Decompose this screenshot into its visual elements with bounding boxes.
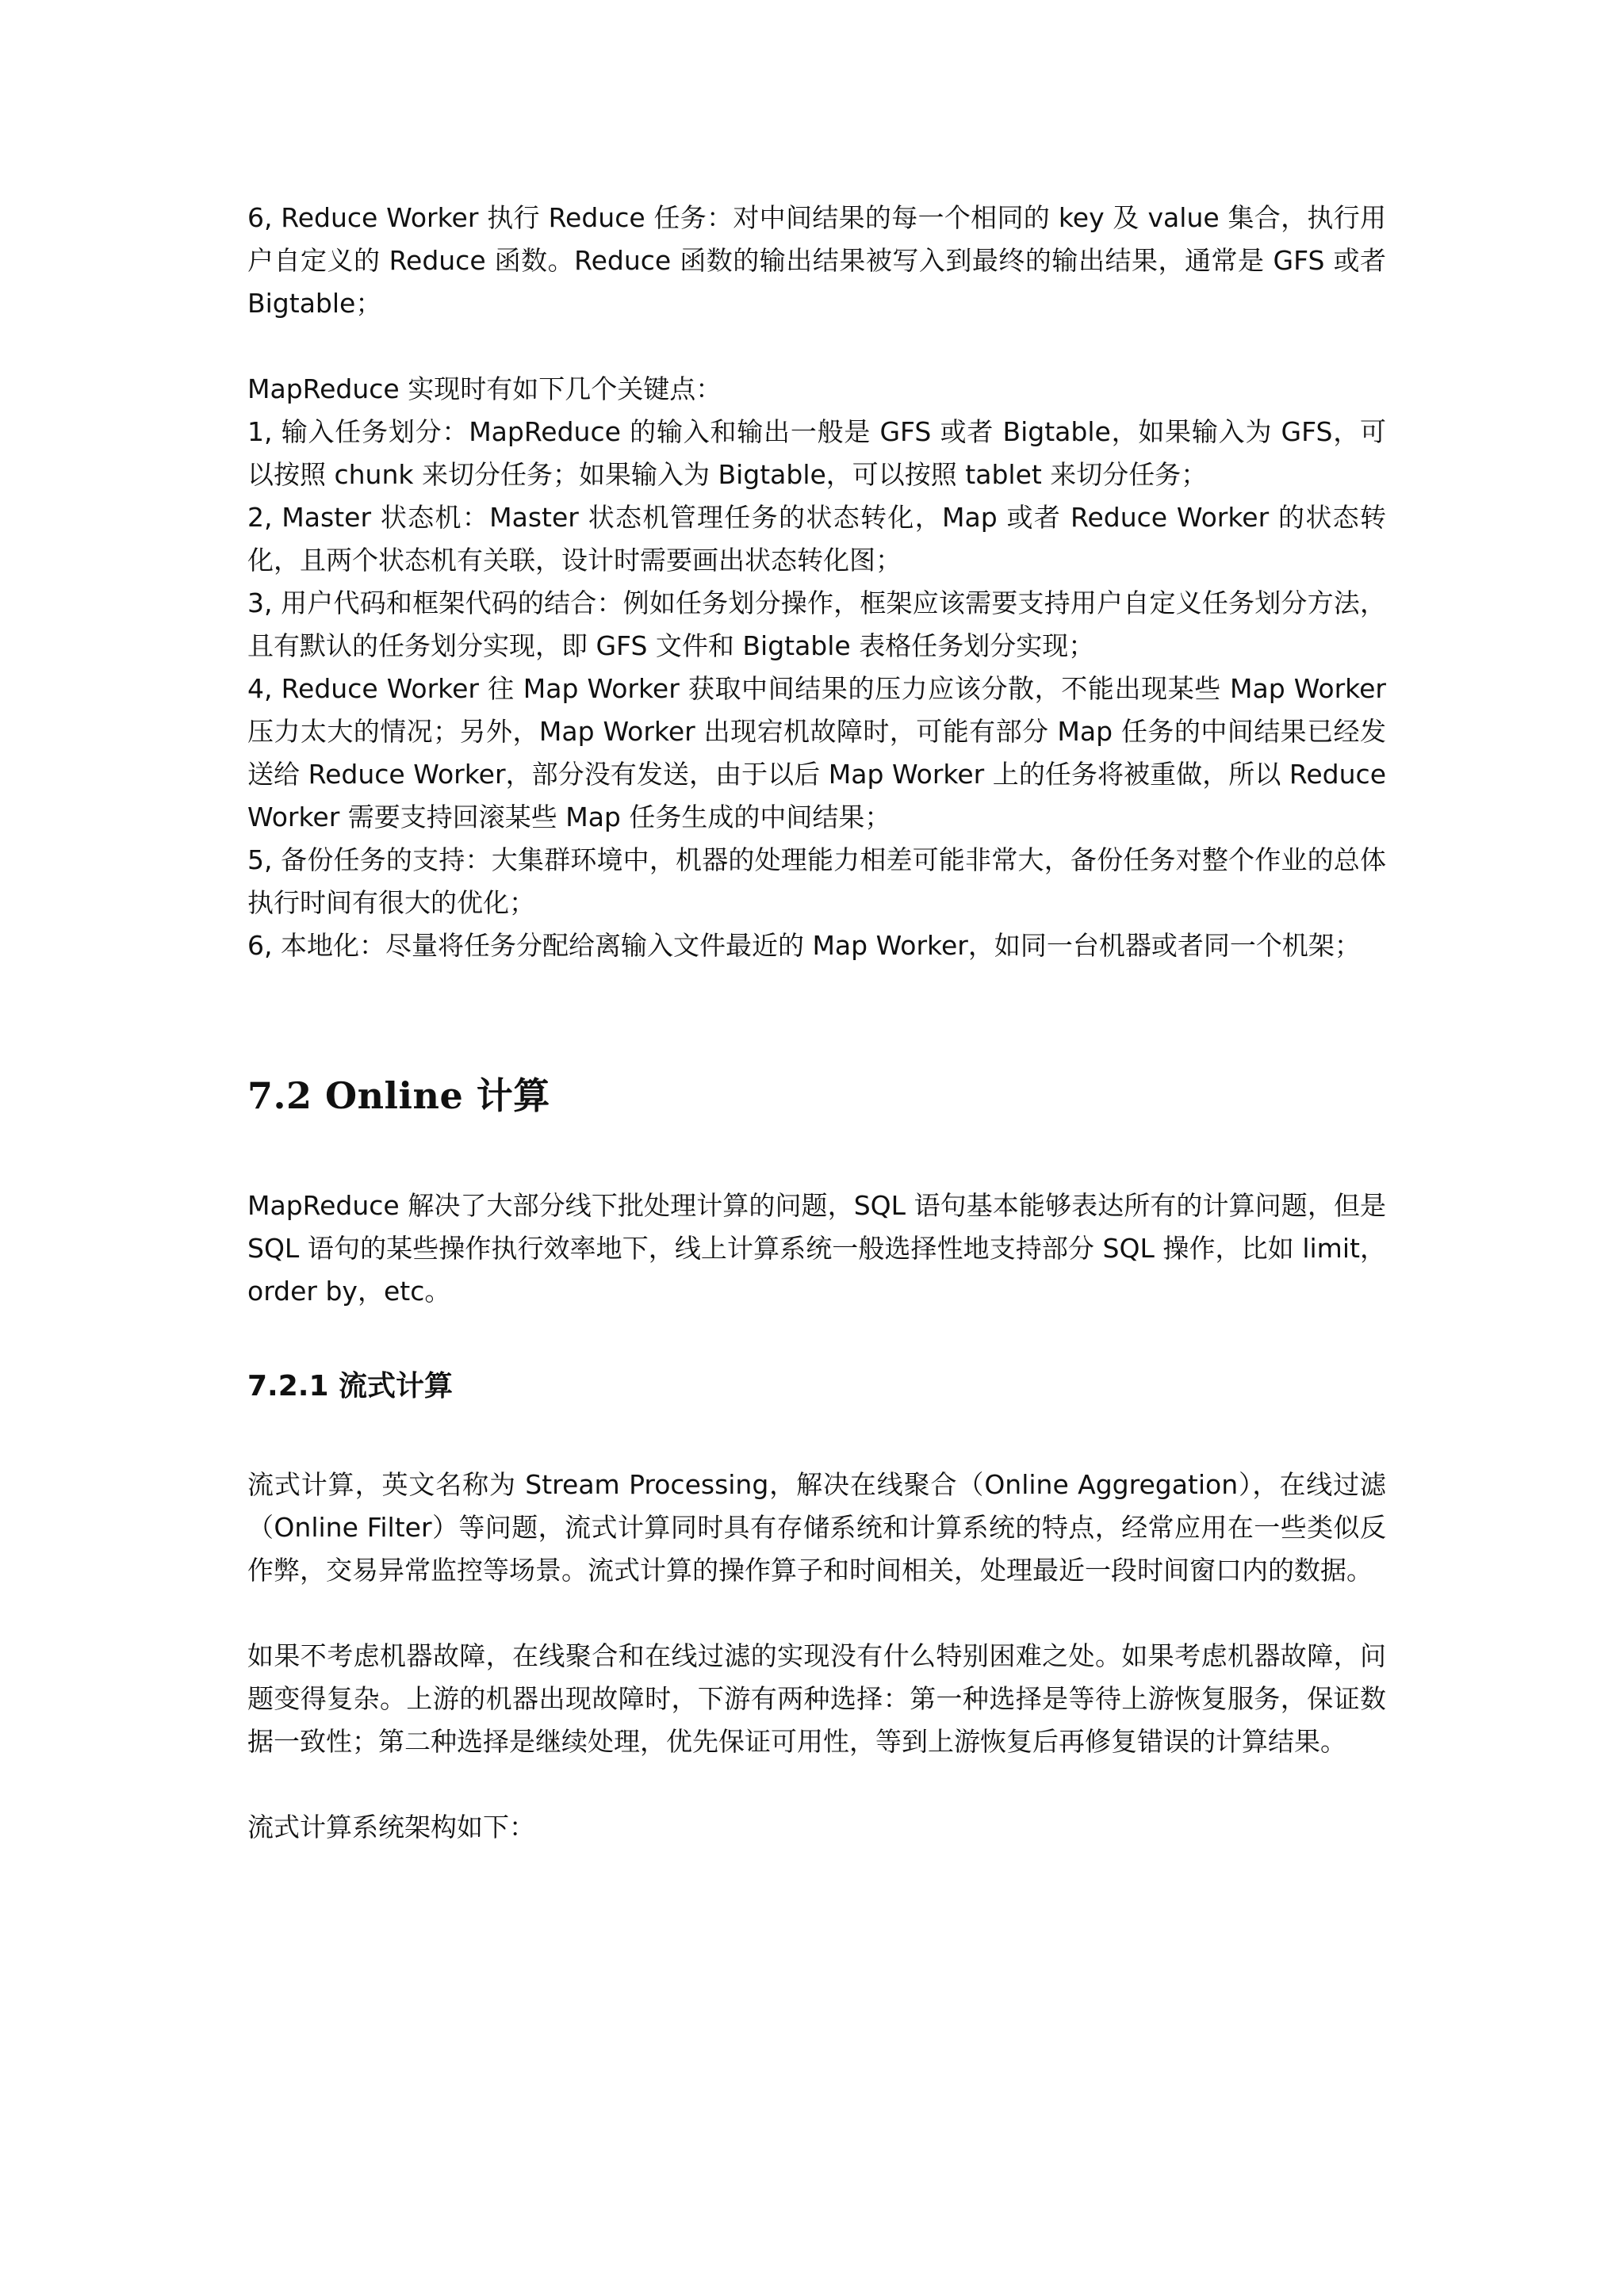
paragraph-key-point-5: 5, 备份任务的支持：大集群环境中，机器的处理能力相差可能非常大，备份任务对整个作业的总体执行时间有很大的优化； bbox=[247, 844, 1386, 918]
paragraph-key-point-6: 6, 本地化：尽量将任务分配给离输入文件最近的 Map Worker，如同一台机器或者同一个机架； bbox=[247, 930, 1361, 961]
spacer bbox=[247, 1592, 1386, 1635]
spacer bbox=[247, 967, 1386, 1072]
paragraph-key-point-1: 1, 输入任务划分：MapReduce 的输入和输出一般是 GFS 或者 Bigtable，如果输入为 GFS，可以按照 chunk 来切分任务；如果输入为 Bigtable，可以按照 tablet 来切分任务； bbox=[247, 416, 1386, 490]
paragraph-stream-arch-intro: 流式计算系统架构如下： bbox=[247, 1812, 535, 1843]
spacer bbox=[247, 1119, 1386, 1184]
page-content bbox=[247, 197, 1386, 1849]
paragraph-stream-1: 流式计算，英文名称为 Stream Processing，解决在线聚合（Online Aggregation），在线过滤（Online Filter）等问题，流式计算同时具有存储系统和计算系统的特点，经常应用在一些类似反作弊，交易异常监控等场景。流式计算的操作算子和时间相关，处理最近一段时间窗口内的数据。 bbox=[247, 1469, 1386, 1586]
spacer bbox=[247, 325, 1386, 368]
spacer bbox=[247, 1313, 1386, 1365]
section-heading-7-2-1: 7.2.1 流式计算 bbox=[247, 1370, 454, 1402]
paragraph-stream-2: 如果不考虑机器故障，在线聚合和在线过滤的实现没有什么特别困难之处。如果考虑机器故障，问题变得复杂。上游的机器出现故障时，下游有两种选择：第一种选择是等待上游恢复服务，保证数据一致性；第二种选择是继续处理，优先保证可用性，等到上游恢复后再修复错误的计算结果。 bbox=[247, 1640, 1386, 1757]
paragraph-key-point-4: 4, Reduce Worker 往 Map Worker 获取中间结果的压力应该分散，不能出现某些 Map Worker 压力太大的情况；另外，Map Worker 出现宕机故障时，可能有部分 Map 任务的中间结果已经发送给 Reduce Worker，部分没有发送，由于以后 Map Worker 上的任务将被重做，所以 Reduce Worker 需要支持回滚某些 Map 任务生成的中间结果； bbox=[247, 673, 1386, 832]
paragraph-key-point-2: 2, Master 状态机：Master 状态机管理任务的状态转化，Map 或者 Reduce Worker 的状态转化，且两个状态机有关联，设计时需要画出状态转化图； bbox=[247, 502, 1386, 576]
paragraph-reduce-step-6: 6, Reduce Worker 执行 Reduce 任务：对中间结果的每一个相同的 key 及 value 集合，执行用户自定义的 Reduce 函数。Reduce 函数的输出结果被写入到最终的输出结果，通常是 GFS 或者 Bigtable； bbox=[247, 202, 1386, 319]
paragraph-online-intro: MapReduce 解决了大部分线下批处理计算的问题，SQL 语句基本能够表达所有的计算问题，但是 SQL 语句的某些操作执行效率地下，线上计算系统一般选择性地支持部分 SQL 操作，比如 limit，order by，etc。 bbox=[247, 1190, 1386, 1307]
section-heading-7-2: 7.2 Online 计算 bbox=[247, 1074, 550, 1117]
paragraph-key-point-3: 3, 用户代码和框架代码的结合：例如任务划分操作，框架应该需要支持用户自定义任务划分方法，且有默认的任务划分实现，即 GFS 文件和 Bigtable 表格任务划分实现； bbox=[247, 587, 1386, 661]
paragraph-mapreduce-intro: MapReduce 实现时有如下几个关键点： bbox=[247, 373, 722, 404]
spacer bbox=[247, 1408, 1386, 1464]
spacer bbox=[247, 1763, 1386, 1806]
